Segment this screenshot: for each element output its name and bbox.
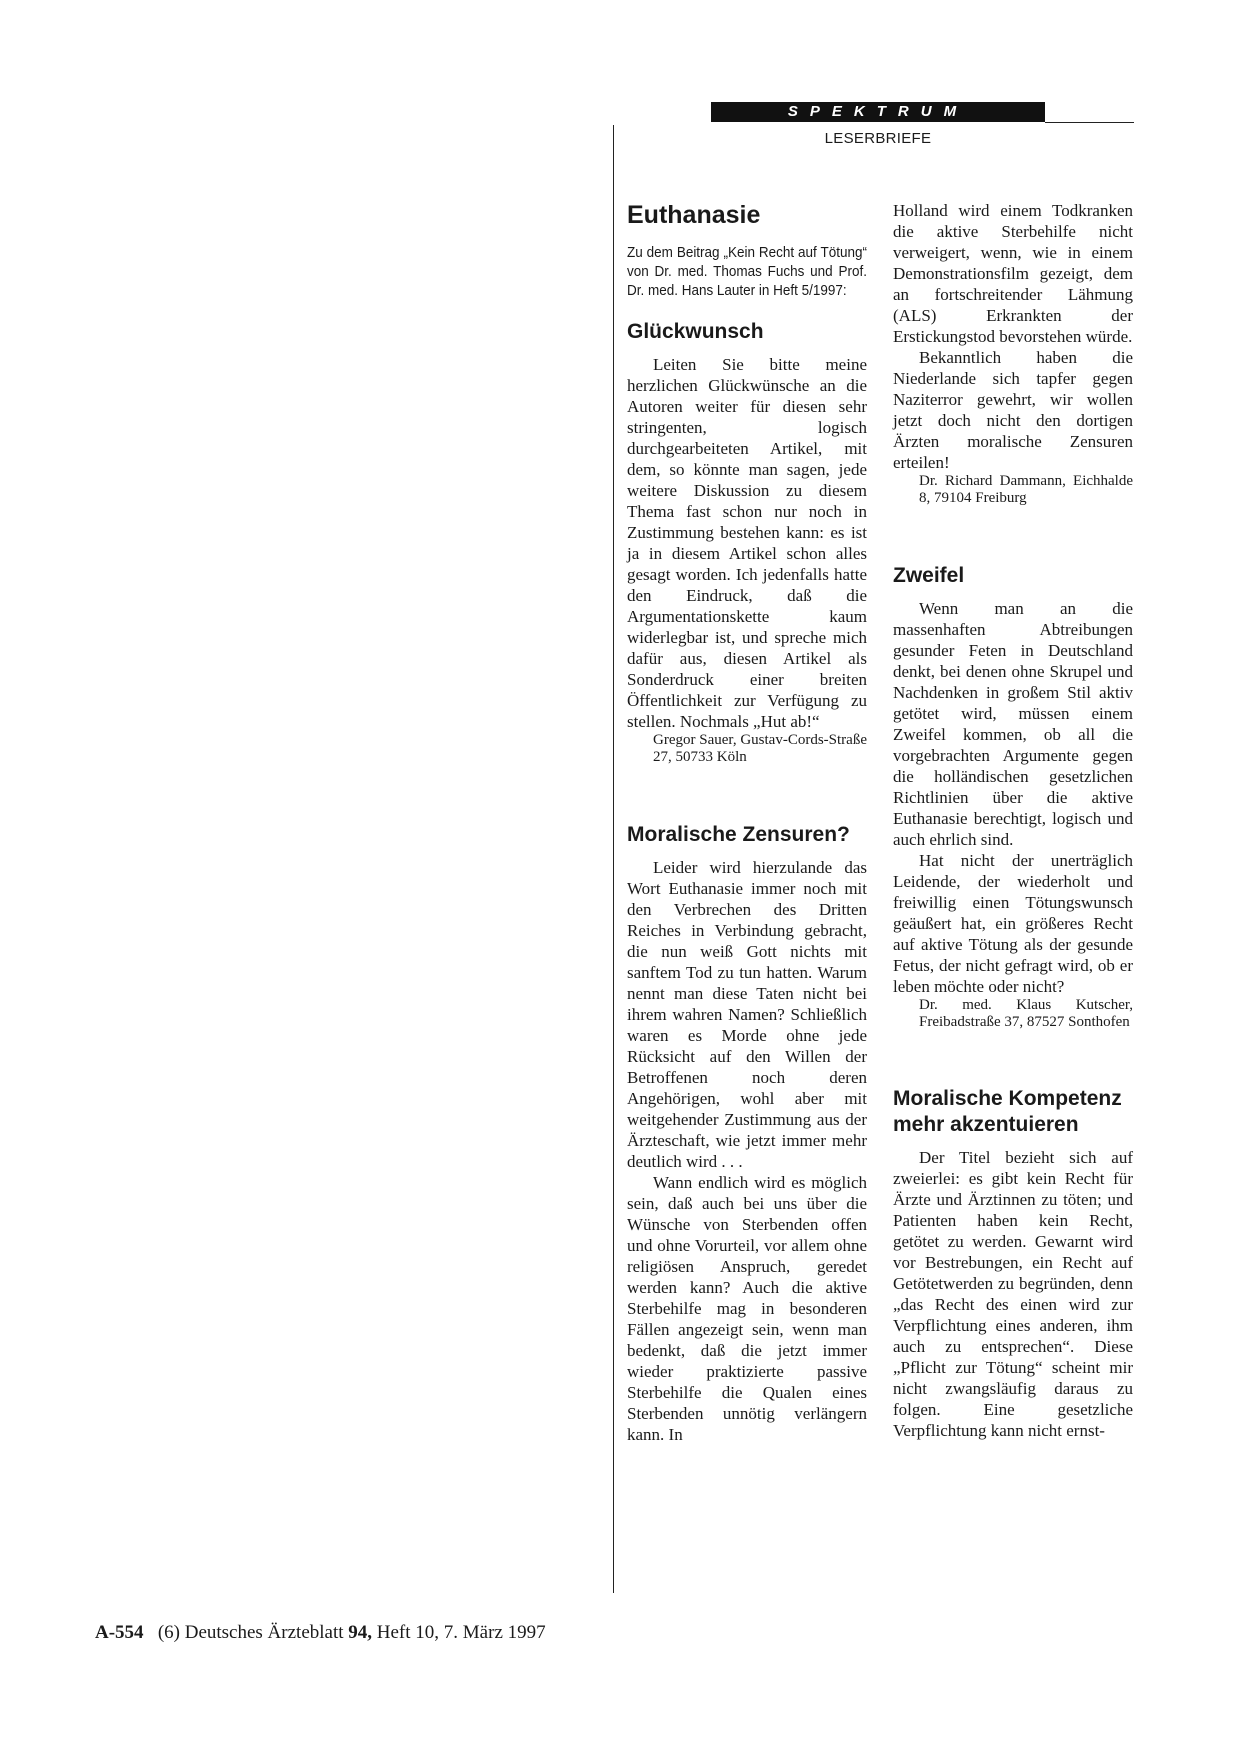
letter-body: Wenn man an die massenhaften Abtreibungen gesunder Feten in Deutschland denkt, bei denen ohne Skrupel und Nachdenken in großem Stil aktiv getötet wird, müssen einem Zweifel kommen, ob all die vorgebrachten Argumente gegen die holländischen gesetzlichen Richtlinien über die aktive Euthanasie berechtigt, logisch und auch ehrlich sind.	[893, 599, 1133, 849]
page-footer	[95, 1622, 546, 1644]
column-right	[893, 200, 1133, 1441]
column-left	[627, 200, 867, 1445]
letter-heading-zweifel: Zweifel	[893, 564, 965, 587]
letter-body: Wann endlich wird es möglich sein, daß auch bei uns über die Wünsche von Sterbenden offen und ohne Vorurteil, vor allem ohne religiösen Anspruch, geredet werden kann? Auch die aktive Sterbehilfe mag in besonderen Fällen angezeigt sein, wenn man bedenkt, daß die jetzt immer wieder praktizierte passive Sterbehilfe die Qualen eines Sterbenden unnötig verlängern kann. In	[627, 1173, 867, 1444]
letter-heading-glueckwunsch: Glückwunsch	[627, 320, 764, 343]
header-rule	[1045, 122, 1134, 123]
letter-heading-moralische-kompetenz: Moralische Kompetenz mehr akzentuieren	[893, 1087, 1122, 1136]
letter-body: Hat nicht der unerträglich Leidende, der wiederholt und freiwillig einen Tötungswunsch geäußert hat, ein größeres Recht auf aktive Tötung als der gesunde Fetus, der nicht gefragt wird, ob er leben möchte oder nicht?	[893, 851, 1133, 996]
journal-name: (6) Deutsches Ärzteblatt	[157, 1622, 344, 1643]
letter-body: Bekanntlich haben die Niederlande sich tapfer gegen Naziterror gewehrt, wir wollen jetzt doch nicht den dortigen Ärzten moralische Zensuren erteilen!	[893, 348, 1133, 472]
page-number: A-554	[95, 1622, 144, 1643]
article-intro: Zu dem Beitrag „Kein Recht auf Tötung“ von Dr. med. Thomas Fuchs und Prof. Dr. med. Hans Lauter in Heft 5/1997:	[627, 245, 867, 299]
letter-body: Leiten Sie bitte meine herzlichen Glückwünsche an die Autoren weiter für diesen sehr stringenten, logisch durchgearbeiteten Artikel, mit dem, so könnte man sagen, jede weitere Diskussion zu diesem Thema fast schon nur noch in Zustimmung bestehen kann: es ist ja in diesem Artikel schon alles gesagt worden. Ich jedenfalls hatte den Eindruck, daß die Argumentationskette kaum widerlegbar ist, und spreche mich dafür aus, diesen Artikel als Sonderdruck einer breiten Öffentlichkeit zur Verfügung zu stellen. Nochmals „Hut ab!“	[627, 355, 867, 731]
issue-date: Heft 10, 7. März 1997	[376, 1622, 546, 1643]
column-rule	[613, 125, 614, 1593]
section-header: SPEKTRUM	[711, 102, 1045, 122]
subsection-header: LESERBRIEFE	[824, 130, 932, 147]
letter-heading-moralische-zensuren: Moralische Zensuren?	[627, 823, 850, 846]
letter-body: Leider wird hierzulande das Wort Euthanasie immer noch mit den Verbrechen des Dritten Reiches in Verbindung gebracht, die nun weiß Gott nichts mit sanftem Tod zu tun hatten. Warum nennt man diese Taten nicht bei ihrem wahren Namen? Schließlich waren es Morde ohne jede Rücksicht auf den Willen der Betroffenen noch deren Angehörigen, wohl aber mit weitgehender Zustimmung aus der Ärzteschaft, wie jetzt immer mehr deutlich wird . . .	[627, 858, 867, 1171]
letter-body: Der Titel bezieht sich auf zweierlei: es gibt kein Recht für Ärzte und Ärztinnen zu töten; und Patienten haben kein Recht, getötet zu werden. Gewarnt wird vor Bestrebungen, ein Recht auf Getötetwerden zu begründen, denn „das Recht des einen wird zur Verpflichtung eines anderen, ihm auch zu entsprechen“. Diese „Pflicht zur Tötung“ scheint mir nicht zwangsläufig daraus zu folgen. Eine gesetzliche Verpflichtung kann nicht ernst-	[893, 1148, 1133, 1440]
letter-body-continued: Holland wird einem Todkranken die aktive Sterbehilfe nicht verweigert, wenn, wie in einem Demonstrationsfilm gezeigt, dem an fortschreitender Lähmung (ALS) Erkrankten der Erstickungstod bevorstehen würde.	[893, 201, 1133, 346]
letter-signature: Dr. med. Klaus Kutscher, Freibadstraße 37, 87527 Sonthofen	[919, 997, 1133, 1030]
article-title: Euthanasie	[627, 201, 761, 229]
letter-signature: Gregor Sauer, Gustav-Cords-Straße 27, 50733 Köln	[653, 732, 867, 765]
volume-number: 94,	[348, 1622, 373, 1643]
letter-signature: Dr. Richard Dammann, Eichhalde 8, 79104 Freiburg	[919, 473, 1133, 506]
